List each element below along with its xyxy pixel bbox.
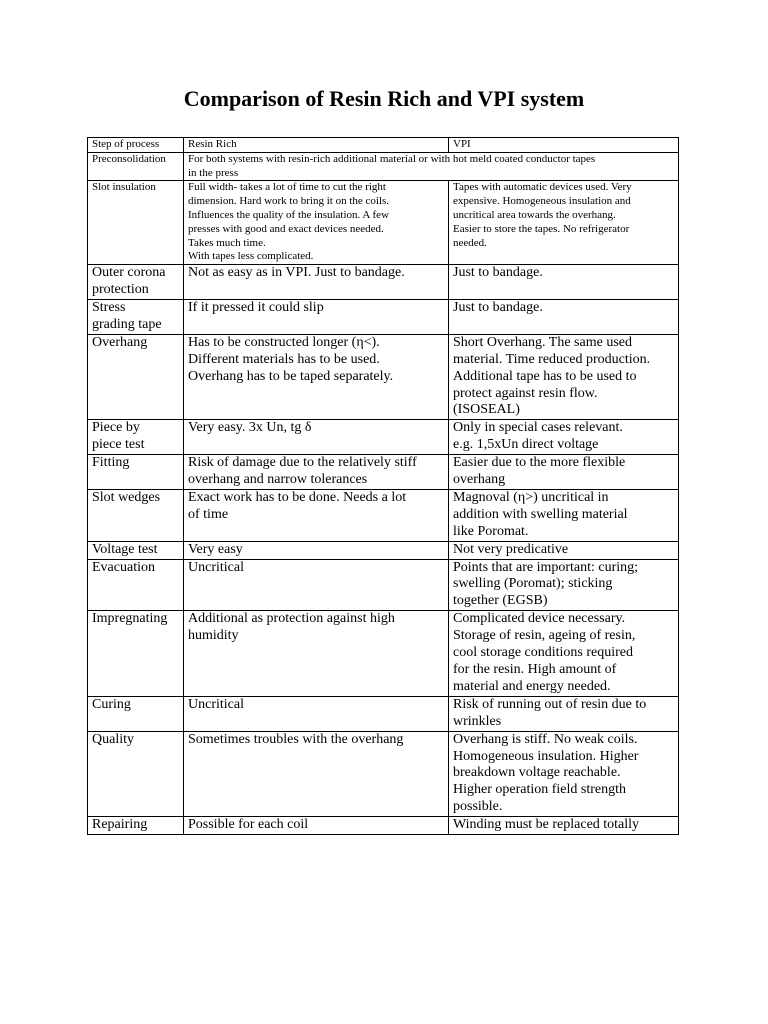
table-row bbox=[88, 181, 679, 265]
vpi-cell: Tapes with automatic devices used. Very expensive. Homogeneous insulation and uncritical area towards the overhang. Easier to store the tapes. No refrigerator needed. bbox=[449, 181, 679, 265]
step-cell: Impregnating bbox=[88, 611, 184, 697]
vpi-cell: Winding must be replaced totally bbox=[449, 817, 679, 835]
vpi-cell: Short Overhang. The same used material. Time reduced production. Additional tape has to be used to protect against resin flow. (ISOSEAL) bbox=[449, 334, 679, 420]
vpi-cell: Magnoval (η>) uncritical in addition with swelling material like Poromat. bbox=[449, 489, 679, 541]
resin-rich-cell: Not as easy as in VPI. Just to bandage. bbox=[184, 265, 449, 300]
header-resin-rich: Resin Rich bbox=[184, 138, 449, 153]
resin-rich-cell: Uncritical bbox=[184, 559, 449, 611]
resin-rich-cell: Sometimes troubles with the overhang bbox=[184, 731, 449, 817]
resin-rich-cell: Very easy bbox=[184, 541, 449, 559]
table-row bbox=[88, 420, 679, 455]
step-cell: Overhang bbox=[88, 334, 184, 420]
resin-rich-cell: Additional as protection against high humidity bbox=[184, 611, 449, 697]
vpi-cell: Easier due to the more flexible overhang bbox=[449, 455, 679, 490]
table-row-preconsolidation bbox=[88, 152, 679, 181]
table-row bbox=[88, 299, 679, 334]
step-cell: Preconsolidation bbox=[88, 152, 184, 181]
resin-rich-cell: Very easy. 3x Un, tg δ bbox=[184, 420, 449, 455]
resin-rich-cell: Uncritical bbox=[184, 696, 449, 731]
header-vpi: VPI bbox=[449, 138, 679, 153]
step-cell: Stress grading tape bbox=[88, 299, 184, 334]
table-row bbox=[88, 611, 679, 697]
step-cell: Fitting bbox=[88, 455, 184, 490]
table-row bbox=[88, 265, 679, 300]
vpi-cell: Points that are important: curing; swelling (Poromat); sticking together (EGSB) bbox=[449, 559, 679, 611]
step-cell: Repairing bbox=[88, 817, 184, 835]
table-row bbox=[88, 455, 679, 490]
step-cell: Evacuation bbox=[88, 559, 184, 611]
table-row bbox=[88, 817, 679, 835]
step-cell: Slot insulation bbox=[88, 181, 184, 265]
resin-rich-cell: Risk of damage due to the relatively stiff overhang and narrow tolerances bbox=[184, 455, 449, 490]
vpi-cell: Just to bandage. bbox=[449, 265, 679, 300]
table-header-row bbox=[88, 138, 679, 153]
vpi-cell: Only in special cases relevant. e.g. 1,5xUn direct voltage bbox=[449, 420, 679, 455]
vpi-cell: Complicated device necessary. Storage of resin, ageing of resin, cool storage conditions required for the resin. High amount of material and energy needed. bbox=[449, 611, 679, 697]
resin-rich-cell: If it pressed it could slip bbox=[184, 299, 449, 334]
resin-rich-cell: Has to be constructed longer (η<). Different materials has to be used. Overhang has to be taped separately. bbox=[184, 334, 449, 420]
comparison-table bbox=[87, 137, 679, 835]
step-cell: Voltage test bbox=[88, 541, 184, 559]
header-step: Step of process bbox=[88, 138, 184, 153]
table-row bbox=[88, 334, 679, 420]
resin-rich-cell: Exact work has to be done. Needs a lot of time bbox=[184, 489, 449, 541]
step-cell: Slot wedges bbox=[88, 489, 184, 541]
vpi-cell: Risk of running out of resin due to wrinkles bbox=[449, 696, 679, 731]
page-title: Comparison of Resin Rich and VPI system bbox=[183, 86, 585, 111]
step-cell: Quality bbox=[88, 731, 184, 817]
step-cell: Curing bbox=[88, 696, 184, 731]
step-cell: Piece by piece test bbox=[88, 420, 184, 455]
step-cell: Outer corona protection bbox=[88, 265, 184, 300]
vpi-cell: Just to bandage. bbox=[449, 299, 679, 334]
table-row bbox=[88, 696, 679, 731]
table-row bbox=[88, 489, 679, 541]
shared-cell: For both systems with resin-rich additional material or with hot meld coated conductor tapes in the press bbox=[184, 152, 679, 181]
table-row bbox=[88, 731, 679, 817]
resin-rich-cell: Possible for each coil bbox=[184, 817, 449, 835]
table-row bbox=[88, 559, 679, 611]
vpi-cell: Overhang is stiff. No weak coils. Homogeneous insulation. Higher breakdown voltage reachable. Higher operation field strength possible. bbox=[449, 731, 679, 817]
table-row bbox=[88, 541, 679, 559]
vpi-cell: Not very predicative bbox=[449, 541, 679, 559]
resin-rich-cell: Full width- takes a lot of time to cut the right dimension. Hard work to bring it on the coils. Influences the quality of the insulation. A few presses with good and exact devices needed. Takes much time. With tapes less complicated. bbox=[184, 181, 449, 265]
